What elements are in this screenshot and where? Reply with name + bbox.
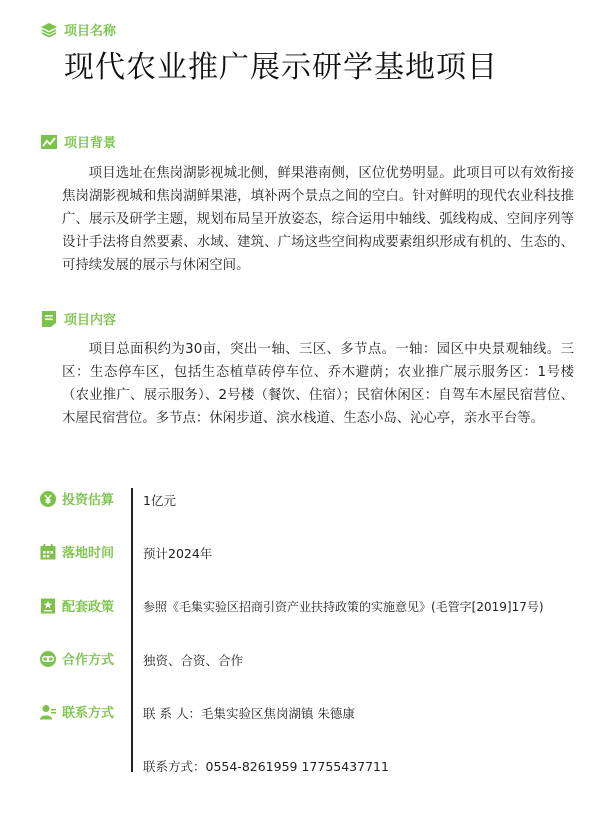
background-heading <box>40 132 116 151</box>
content-heading <box>40 309 116 328</box>
cooperation-label-row <box>40 649 114 668</box>
investment-label: 投资估算 <box>62 493 115 508</box>
page-title: 现代农业推广展示研学基地项目 <box>64 50 498 85</box>
contact-phone: 联系方式：0554-8261959 17755437711 <box>143 759 389 774</box>
document-icon <box>40 310 58 328</box>
timeline-label-row <box>40 542 114 561</box>
contact-person: 联 系 人：毛集实验区焦岗湖镇 朱德康 <box>143 706 355 721</box>
contact-label: 联系方式 <box>62 706 115 721</box>
badge-icon <box>40 598 56 614</box>
background-label: 项目背景 <box>64 136 117 151</box>
info-divider <box>131 488 133 772</box>
calendar-icon <box>40 544 56 560</box>
link-icon <box>40 651 56 667</box>
background-text: 项目选址在焦岗湖影视城北侧，鲜果港南侧，区位优势明显。此项目可以有效衔接焦岗湖影视城和焦岗湖鲜果港，填补两个景点之间的空白。针对鲜明的现代农业科技推广、展示及研学主题，规划布局呈开放姿态，综合运用中轴线、弧线构成、空间序列等设计手法将自然要素、水域、建筑、广场这些空间构成要素组织形成有机的、生态的、可持续发展的展示与休闲空间。 <box>62 166 574 273</box>
layers-icon <box>40 21 58 39</box>
cooperation-label: 合作方式 <box>62 653 115 668</box>
yen-coin-icon <box>40 491 56 507</box>
chart-line-icon <box>40 133 58 151</box>
contact-label-row <box>40 702 114 721</box>
investment-label-row <box>40 489 114 508</box>
cooperation-value: 独资、合资、合作 <box>143 653 244 668</box>
project-name-label: 项目名称 <box>64 24 117 39</box>
investment-value: 1亿元 <box>143 493 176 508</box>
policy-value: 参照《毛集实验区招商引资产业扶持政策的实施意见》(毛管字[2019]17号) <box>143 600 544 614</box>
timeline-label: 落地时间 <box>62 546 115 561</box>
content-text: 项目总面积约为30亩，突出一轴、三区、多节点。一轴：园区中央景观轴线。三区：生态停车区，包括生态植草砖停车位、乔木避荫；农业推广展示服务区：1号楼（农业推广、展示服务）、2号楼（餐饮、住宿）；民宿休闲区：自驾车木屋民宿营位、木屋民宿营位。多节点：休闲步道、滨水栈道、生态小岛、沁心亭，亲水平台等。 <box>62 342 574 426</box>
policy-label: 配套政策 <box>62 600 115 615</box>
policy-label-row <box>40 596 114 615</box>
person-icon <box>40 704 56 720</box>
content-label: 项目内容 <box>64 313 117 328</box>
timeline-value: 预计2024年 <box>143 546 213 561</box>
project-name-heading <box>40 20 116 39</box>
